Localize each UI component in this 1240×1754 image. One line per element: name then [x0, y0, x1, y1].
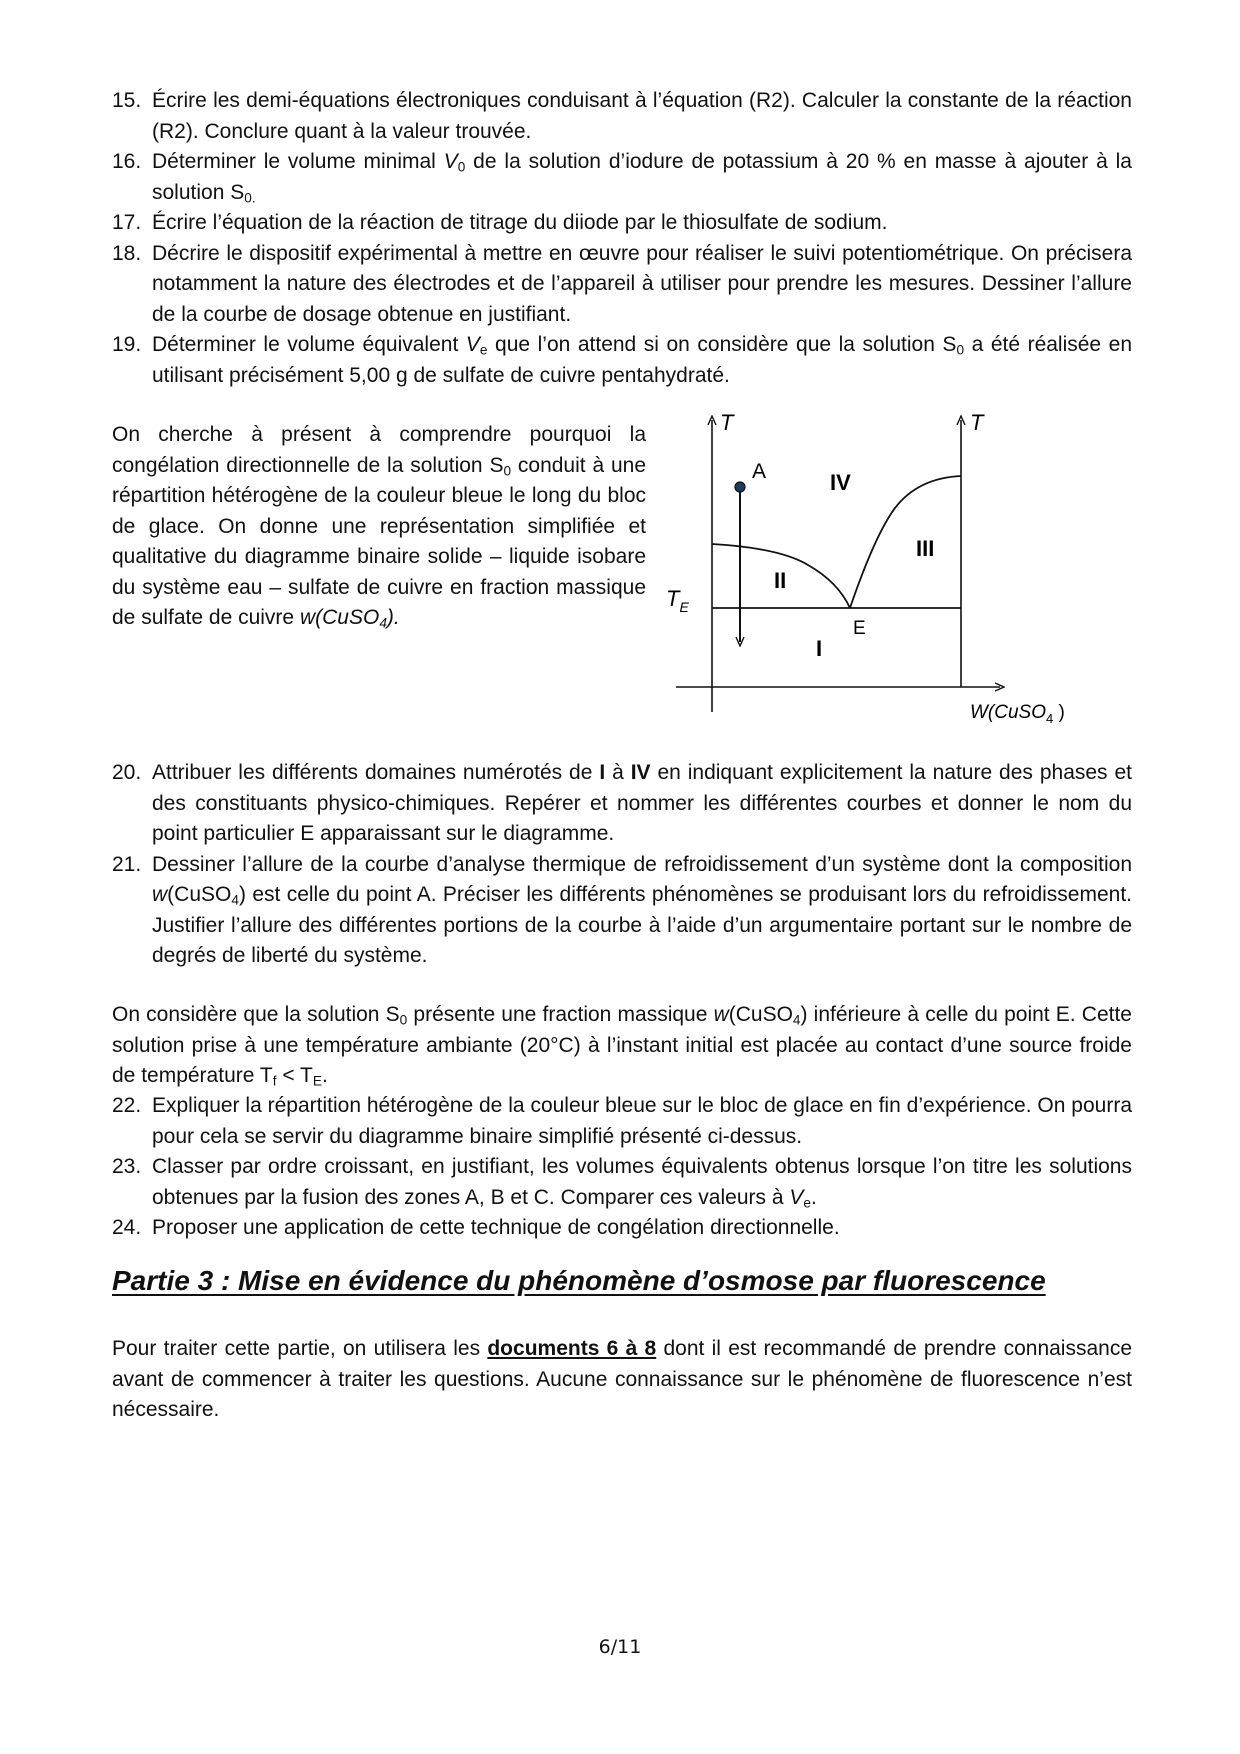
question-list-1: [112, 86, 1132, 391]
question-19: 19. Déterminer le volume équivalent $V_e$ que l’on attend si on considère que la solution $S_0$ a été réalisée en utilisant précisément 5,00 g de sulfate de cuivre pentahydraté.: [112, 333, 1133, 387]
question-18: 18. Décrire le dispositif expérimental à mettre en œuvre pour réaliser le suivi potentiométrique. On précisera notamment la nature des électrodes et de l’appareil à utiliser pour prendre les mesures. Dessiner l’allure de la courbe de dosage obtenue en justifiant.: [112, 241, 1132, 326]
cuso4-formula: w(CuSO$_4$).: [299, 606, 400, 631]
t-axis-label-right: T: [970, 410, 984, 435]
domain-ii-label: II: [774, 568, 787, 593]
question-24-text: Proposer une application de cette technique de congélation directionnelle.: [152, 1216, 840, 1239]
point-a-marker: [735, 482, 745, 492]
question-17: 17. Écrire l’équation de la réaction de titrage du diiode par le thiosulfate de sodium.: [112, 211, 888, 234]
question-16: 16. Déterminer le volume minimal $V_0$ de la solution d’iodure de potassium à 20 % en masse à ajouter à la solution $S_{0.}$: [112, 150, 1132, 205]
part-3-intro-paragraph: Pour traiter cette partie, on utilisera les documents 6 à 8 dont il est recommandé de prendre connaissance avant de commencer à traiter les questions. Aucune connaissance sur le phénomène de fluorescence n’est nécessaire.: [112, 1337, 1133, 1421]
question-list-2: [112, 758, 1132, 972]
domain-iv-label: IV: [830, 470, 851, 495]
eutectic-temperature-label: $T_E$: [666, 586, 689, 615]
question-22-text: Expliquer la répartition hétérogène de la couleur bleue sur le bloc de glace en fin d’expérience. On pourra pour cela se servir du diagramme binaire simplifié présenté ci-dessus.: [152, 1094, 1132, 1148]
page-number: 6/11: [598, 1636, 642, 1658]
point-a-label: A: [752, 460, 767, 483]
question-21: 21. Dessiner l’allure de la courbe d’analyse thermique de refroidissement d’un système dont la composition w(CuSO$_4$) est celle du point A. Préciser les différents phénomènes se produisant lors du refroidissement. Justifier l’allure des différentes portions de la courbe à l’aide d’un argumentaire portant sur le nombre de degrés de liberté du système.: [112, 852, 1132, 967]
salt-liquidus-curve: [850, 476, 961, 608]
question-20: 20. Attribuer les différents domaines numérotés de I à IV en indiquant explicitement la nature des phases et des constituants physico-chimiques. Repérer et nommer les différentes courbes et donner le nom du point particulier E apparaissant sur le diagramme.: [112, 761, 1132, 845]
documents-reference: documents 6 à 8: [487, 1337, 657, 1360]
question-15: 15. Écrire les demi-équations électroniques conduisant à l’équation (R2). Calculer la constante de la réaction (R2). Conclure quant à la valeur trouvée.: [112, 89, 1132, 143]
question-18-text: Décrire le dispositif expérimental à mettre en œuvre pour réaliser le suivi potentiométrique. On précisera notamment la nature des électrodes et de l’appareil à utiliser pour prendre les mesures. Dessiner l’allure de la courbe de dosage obtenue en justifiant.: [152, 241, 1132, 326]
point-e-label: E: [853, 618, 866, 639]
solution-s0-paragraph: On considère que la solution $S_0$ présente une fraction massique w(CuSO$_4$) inférieure à celle du point E. Cette solution prise à une température ambiante (20°C) à l’instant initial est placée au contact d’une source froide de température $T_f < T_E$.: [112, 1003, 1132, 1089]
binary-phase-diagram: [666, 410, 1100, 730]
question-22: 22. Expliquer la répartition hétérogène de la couleur bleue sur le bloc de glace en fin d’expérience. On pourra pour cela se servir du diagramme binaire simplifié présenté ci-dessus.: [112, 1094, 1132, 1148]
t-axis-label-left: T: [720, 410, 734, 435]
question-17-text: Écrire l’équation de la réaction de titrage du diiode par le thiosulfate de sodium.: [152, 211, 888, 234]
question-15-text: Écrire les demi-équations électroniques conduisant à l’équation (R2). Calculer la constante de la réaction (R2). Conclure quant à la valeur trouvée.: [152, 89, 1132, 143]
composition-axis-label: W(CuSO$_4$ ): [970, 702, 1065, 726]
question-23: 23. Classer par ordre croissant, en justifiant, les volumes équivalents obtenus lorsque l’on titre les solutions obtenues par la fusion des zones A, B et C. Comparer ces valeurs à $V_e$.: [112, 1155, 1132, 1210]
section-title-partie-3: Partie 3 : Mise en évidence du phénomène d’osmose par fluorescence: [112, 1265, 1046, 1296]
question-list-3: [112, 1091, 1132, 1244]
domain-iii-label: III: [916, 536, 935, 561]
intro-paragraph: On cherche à présent à comprendre pourquoi la congélation directionnelle de la solution $S_0$ conduit à une répartition hétérogène de la couleur bleue le long du bloc de glace. On donne une représentation simplifiée et qualitative du diagramme binaire solide – liquide isobare du système eau – sulfate de cuivre en fraction massique de sulfate de cuivre w(CuSO$_4$).: [112, 423, 646, 631]
domain-i-label: I: [816, 636, 823, 661]
question-24: 24. Proposer une application de cette technique de congélation directionnelle.: [112, 1216, 840, 1239]
